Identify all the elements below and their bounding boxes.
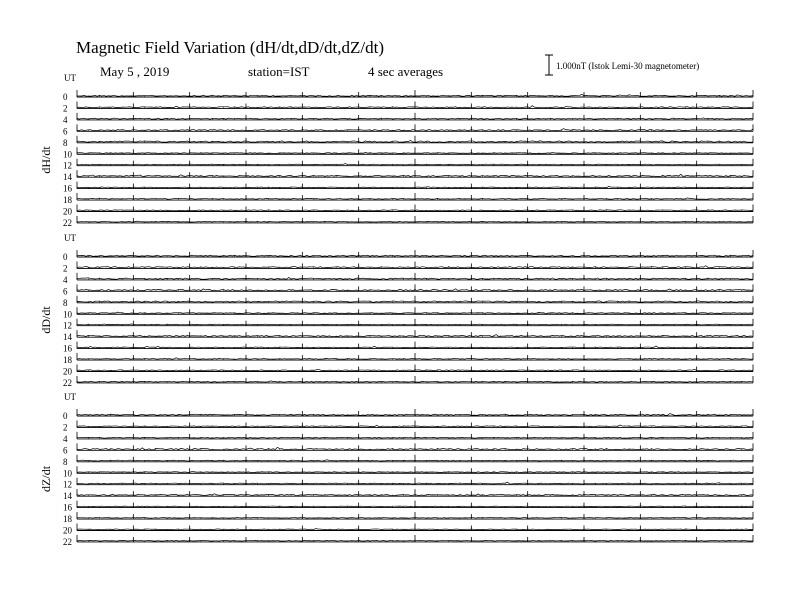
trace-row bbox=[63, 113, 753, 125]
trace-row bbox=[63, 284, 753, 296]
hour-label: 0 bbox=[63, 92, 68, 102]
hour-label: 22 bbox=[63, 536, 72, 547]
trace-row bbox=[63, 409, 753, 421]
trace-row bbox=[63, 124, 753, 136]
trace-row bbox=[63, 147, 753, 159]
hour-label: 0 bbox=[63, 411, 68, 421]
y-axis-label: dZ/dt bbox=[39, 465, 53, 492]
variation-trace bbox=[77, 324, 753, 325]
hour-label: 10 bbox=[63, 149, 72, 160]
trace-row bbox=[63, 159, 753, 171]
hour-label: 6 bbox=[63, 126, 68, 137]
trace-row bbox=[63, 455, 753, 467]
hour-label: 18 bbox=[63, 514, 72, 525]
hour-label: 16 bbox=[63, 502, 72, 513]
hour-label: 14 bbox=[63, 172, 72, 183]
hour-label: 16 bbox=[63, 183, 72, 194]
hour-label: 0 bbox=[63, 252, 68, 262]
panel-dD-per-dt bbox=[39, 233, 753, 388]
hour-label: 12 bbox=[63, 320, 72, 331]
hour-label: 8 bbox=[63, 456, 68, 467]
trace-row bbox=[63, 432, 753, 444]
trace-row bbox=[63, 501, 753, 513]
hour-label: 4 bbox=[63, 433, 68, 444]
scale-bar-label: 1.000nT (Istok Lemi-30 magnetometer) bbox=[556, 61, 700, 71]
trace-row bbox=[63, 365, 753, 377]
hour-label: 22 bbox=[63, 377, 72, 388]
chart-title: Magnetic Field Variation (dH/dt,dD/dt,dZ/dt) bbox=[76, 38, 385, 57]
ut-axis-label: UT bbox=[64, 73, 76, 83]
trace-row bbox=[63, 136, 753, 148]
trace-row bbox=[63, 420, 753, 432]
hour-label: 2 bbox=[63, 263, 68, 274]
hour-label: 20 bbox=[63, 366, 72, 377]
trace-row bbox=[63, 342, 753, 354]
hour-label: 22 bbox=[63, 217, 72, 228]
trace-row bbox=[63, 489, 753, 501]
station-label: station=IST bbox=[248, 64, 310, 79]
hour-label: 4 bbox=[63, 114, 68, 125]
trace-row bbox=[63, 216, 753, 228]
hour-label: 10 bbox=[63, 468, 72, 479]
trace-row bbox=[63, 296, 753, 308]
y-axis-label: dD/dt bbox=[39, 306, 53, 334]
panel-dH-per-dt bbox=[39, 73, 753, 228]
trace-row bbox=[63, 182, 753, 194]
trace-row bbox=[63, 261, 753, 273]
trace-row bbox=[63, 90, 753, 102]
trace-row bbox=[63, 524, 753, 536]
trace-row bbox=[63, 205, 753, 217]
hour-label: 10 bbox=[63, 309, 72, 320]
hour-label: 2 bbox=[63, 422, 68, 433]
trace-row bbox=[63, 273, 753, 285]
trace-row bbox=[63, 170, 753, 182]
trace-row bbox=[63, 376, 753, 388]
trace-row bbox=[63, 330, 753, 342]
hour-label: 18 bbox=[63, 195, 72, 206]
hour-label: 8 bbox=[63, 297, 68, 308]
trace-row bbox=[63, 307, 753, 319]
trace-row bbox=[63, 250, 753, 262]
trace-row bbox=[63, 535, 753, 547]
hour-label: 12 bbox=[63, 160, 72, 171]
ut-axis-label: UT bbox=[64, 392, 76, 402]
hour-label: 12 bbox=[63, 479, 72, 490]
trace-row bbox=[63, 478, 753, 490]
trace-row bbox=[63, 101, 753, 113]
hour-label: 20 bbox=[63, 206, 72, 217]
hour-label: 8 bbox=[63, 137, 68, 148]
hour-label: 20 bbox=[63, 525, 72, 536]
hour-label: 16 bbox=[63, 343, 72, 354]
hour-label: 2 bbox=[63, 103, 68, 114]
trace-row bbox=[63, 466, 753, 478]
trace-row bbox=[63, 319, 753, 331]
hour-label: 18 bbox=[63, 355, 72, 366]
hour-label: 14 bbox=[63, 491, 72, 502]
scale-bar bbox=[545, 55, 553, 75]
hour-label: 4 bbox=[63, 274, 68, 285]
y-axis-label: dH/dt bbox=[39, 146, 53, 174]
trace-row bbox=[63, 193, 753, 205]
trace-row bbox=[63, 512, 753, 524]
hour-label: 6 bbox=[63, 286, 68, 297]
trace-row bbox=[63, 443, 753, 455]
trace-row bbox=[63, 353, 753, 365]
hour-label: 14 bbox=[63, 332, 72, 343]
ut-axis-label: UT bbox=[64, 233, 76, 243]
date-label: May 5 , 2019 bbox=[100, 64, 170, 79]
hour-label: 6 bbox=[63, 445, 68, 456]
averaging-label: 4 sec averages bbox=[368, 64, 444, 79]
panel-dZ-per-dt bbox=[39, 392, 753, 547]
